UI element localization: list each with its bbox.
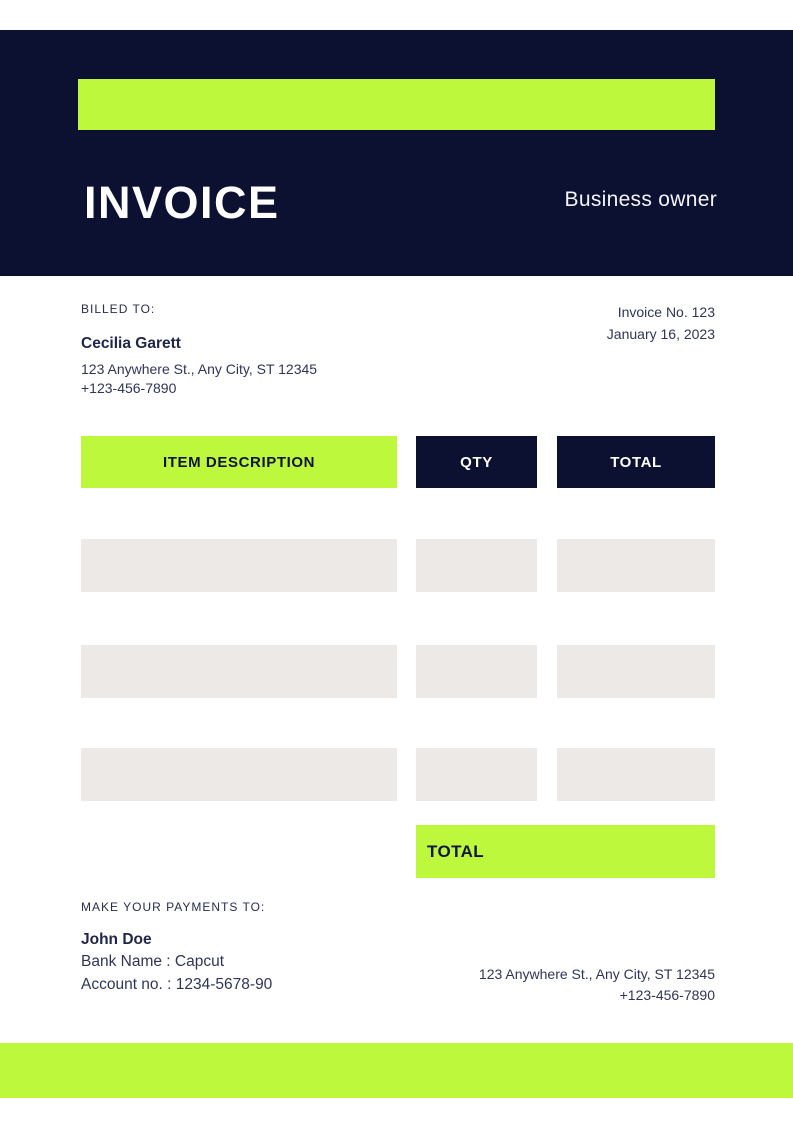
invoice-meta xyxy=(607,301,715,345)
column-header-item-description: ITEM DESCRIPTION xyxy=(81,436,397,488)
table-cell xyxy=(416,645,537,698)
table-cell xyxy=(557,539,715,592)
billed-to-address: 123 Anywhere St., Any City, ST 12345 xyxy=(81,361,318,377)
billed-to-phone: +123-456-7890 xyxy=(81,379,177,396)
billed-to-section xyxy=(81,302,317,397)
bank-name-line: Bank Name : Capcut xyxy=(81,953,225,970)
column-header-total: TOTAL xyxy=(557,436,715,488)
footer-address: 123 Anywhere St., Any City, ST 12345 xyxy=(478,966,715,982)
table-cell xyxy=(81,645,397,698)
invoice-date: January 16, 2023 xyxy=(606,326,715,342)
billed-to-name: Cecilia Garett xyxy=(81,335,181,352)
table-cell xyxy=(416,539,537,592)
footer-accent-bar xyxy=(0,1043,793,1098)
table-cell xyxy=(81,748,397,801)
account-number-line: Account no. : 1234-5678-90 xyxy=(81,976,273,993)
footer-contact xyxy=(479,964,715,1006)
table-cell xyxy=(557,645,715,698)
payment-section xyxy=(81,900,272,996)
header-band xyxy=(0,30,793,276)
grand-total-bar xyxy=(416,825,715,878)
table-cell xyxy=(416,748,537,801)
table-cell xyxy=(557,748,715,801)
header-accent-bar xyxy=(78,79,715,130)
table-cell xyxy=(81,539,397,592)
payments-to-label: MAKE YOUR PAYMENTS TO: xyxy=(81,900,266,914)
payee-name: John Doe xyxy=(81,931,152,948)
grand-total-label: TOTAL xyxy=(427,841,485,861)
invoice-number: Invoice No. 123 xyxy=(617,304,715,320)
footer-phone: +123-456-7890 xyxy=(619,987,715,1003)
column-header-qty: QTY xyxy=(416,436,537,488)
billed-to-label: BILLED TO: xyxy=(81,302,156,316)
business-owner-label: Business owner xyxy=(564,188,717,211)
invoice-title: INVOICE xyxy=(84,177,280,228)
